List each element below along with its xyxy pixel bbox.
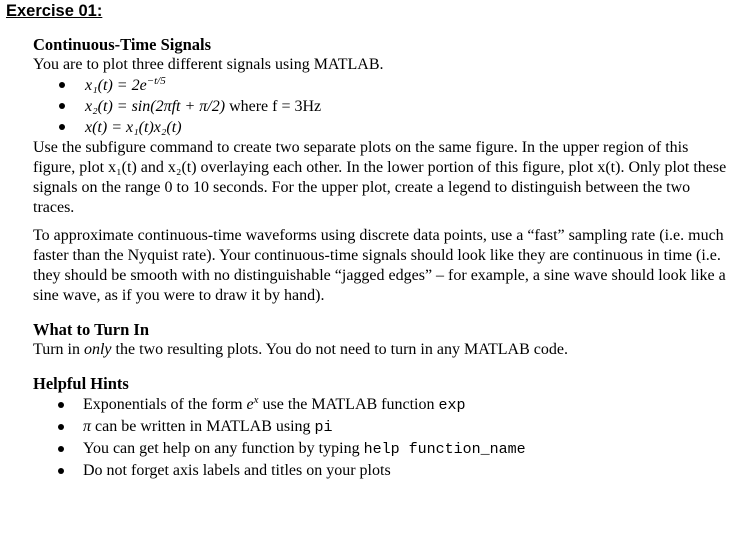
hint-item bbox=[33, 438, 733, 460]
signal-item bbox=[33, 96, 733, 117]
hint-text: Exponentials of the form bbox=[83, 396, 247, 413]
signal-tail: where f = 3Hz bbox=[225, 98, 322, 115]
bullet-icon bbox=[59, 103, 65, 109]
signal-lhs: x₁(t) bbox=[85, 77, 113, 94]
section-heading-turn-in: What to Turn In bbox=[33, 320, 150, 339]
signal-item bbox=[33, 75, 733, 96]
bullet-icon bbox=[59, 82, 65, 88]
hint-text: Do not forget axis labels and titles on your plots bbox=[83, 462, 391, 479]
section-heading-continuous-time: Continuous-Time Signals bbox=[33, 35, 212, 54]
exercise-title: Exercise 01: bbox=[6, 2, 103, 20]
signal-lhs: x(t) bbox=[85, 119, 108, 136]
turn-in-text bbox=[33, 340, 733, 360]
hints-list bbox=[33, 394, 733, 482]
exercise-content bbox=[33, 35, 733, 482]
hint-superscript: x bbox=[253, 394, 259, 406]
hint-item bbox=[33, 460, 733, 482]
bullet-icon bbox=[58, 468, 64, 474]
hint-mid-text: use the MATLAB function bbox=[258, 396, 439, 413]
section-heading-hints: Helpful Hints bbox=[33, 374, 129, 393]
signal-rhs: = sin(2πft + π/2) bbox=[116, 98, 226, 115]
bullet-icon bbox=[58, 446, 64, 452]
instructions-paragraph: Use the subfigure command to create two separate plots on the same figure. In the upper region of this figure, plot x₁(t) and x₂(t) overlaying each other. In the lower portion of this figure, plot x(t). Only plot these signals on the range 0 to 10 seconds. For the upper plot, create a legend to distinguish between the two traces. bbox=[33, 139, 727, 216]
intro-text: You are to plot three different signals using MATLAB. bbox=[33, 56, 384, 73]
hint-item bbox=[33, 416, 733, 438]
hint-code: help function_name bbox=[363, 441, 526, 458]
turn-in-text-end: the two resulting plots. You do not need to turn in any MATLAB code. bbox=[111, 341, 568, 358]
hint-code: pi bbox=[314, 419, 333, 436]
hint-item bbox=[33, 394, 733, 416]
signal-rhs: = 2e bbox=[116, 77, 147, 94]
bullet-icon bbox=[59, 124, 65, 130]
bullet-icon bbox=[58, 424, 64, 430]
sampling-paragraph: To approximate continuous-time waveforms using discrete data points, use a “fast” sampling rate (i.e. much faster than the Nyquist rate). Your continuous-time signals should look like they are continuous in time (i.e. they should be smooth with no distinguishable “jagged edges” – for example, a sine wave should look like a sine wave, as if you were to draw it by hand). bbox=[33, 227, 726, 304]
hint-text: You can get help on any function by typing bbox=[83, 440, 364, 457]
bullet-icon bbox=[58, 402, 64, 408]
hint-mid-text: can be written in MATLAB using bbox=[91, 418, 315, 435]
signal-rhs: = x₁(t)x₂(t) bbox=[111, 119, 182, 136]
signal-lhs: x₂(t) bbox=[85, 98, 113, 115]
hint-math: π bbox=[83, 418, 92, 435]
turn-in-emphasis: only bbox=[83, 341, 112, 358]
signal-exponent: −t/5 bbox=[146, 75, 166, 87]
hint-code: exp bbox=[438, 397, 466, 414]
signal-list bbox=[33, 75, 733, 138]
turn-in-text-start: Turn in bbox=[33, 341, 84, 358]
hint-math: e bbox=[246, 396, 254, 413]
signal-item bbox=[33, 117, 733, 138]
